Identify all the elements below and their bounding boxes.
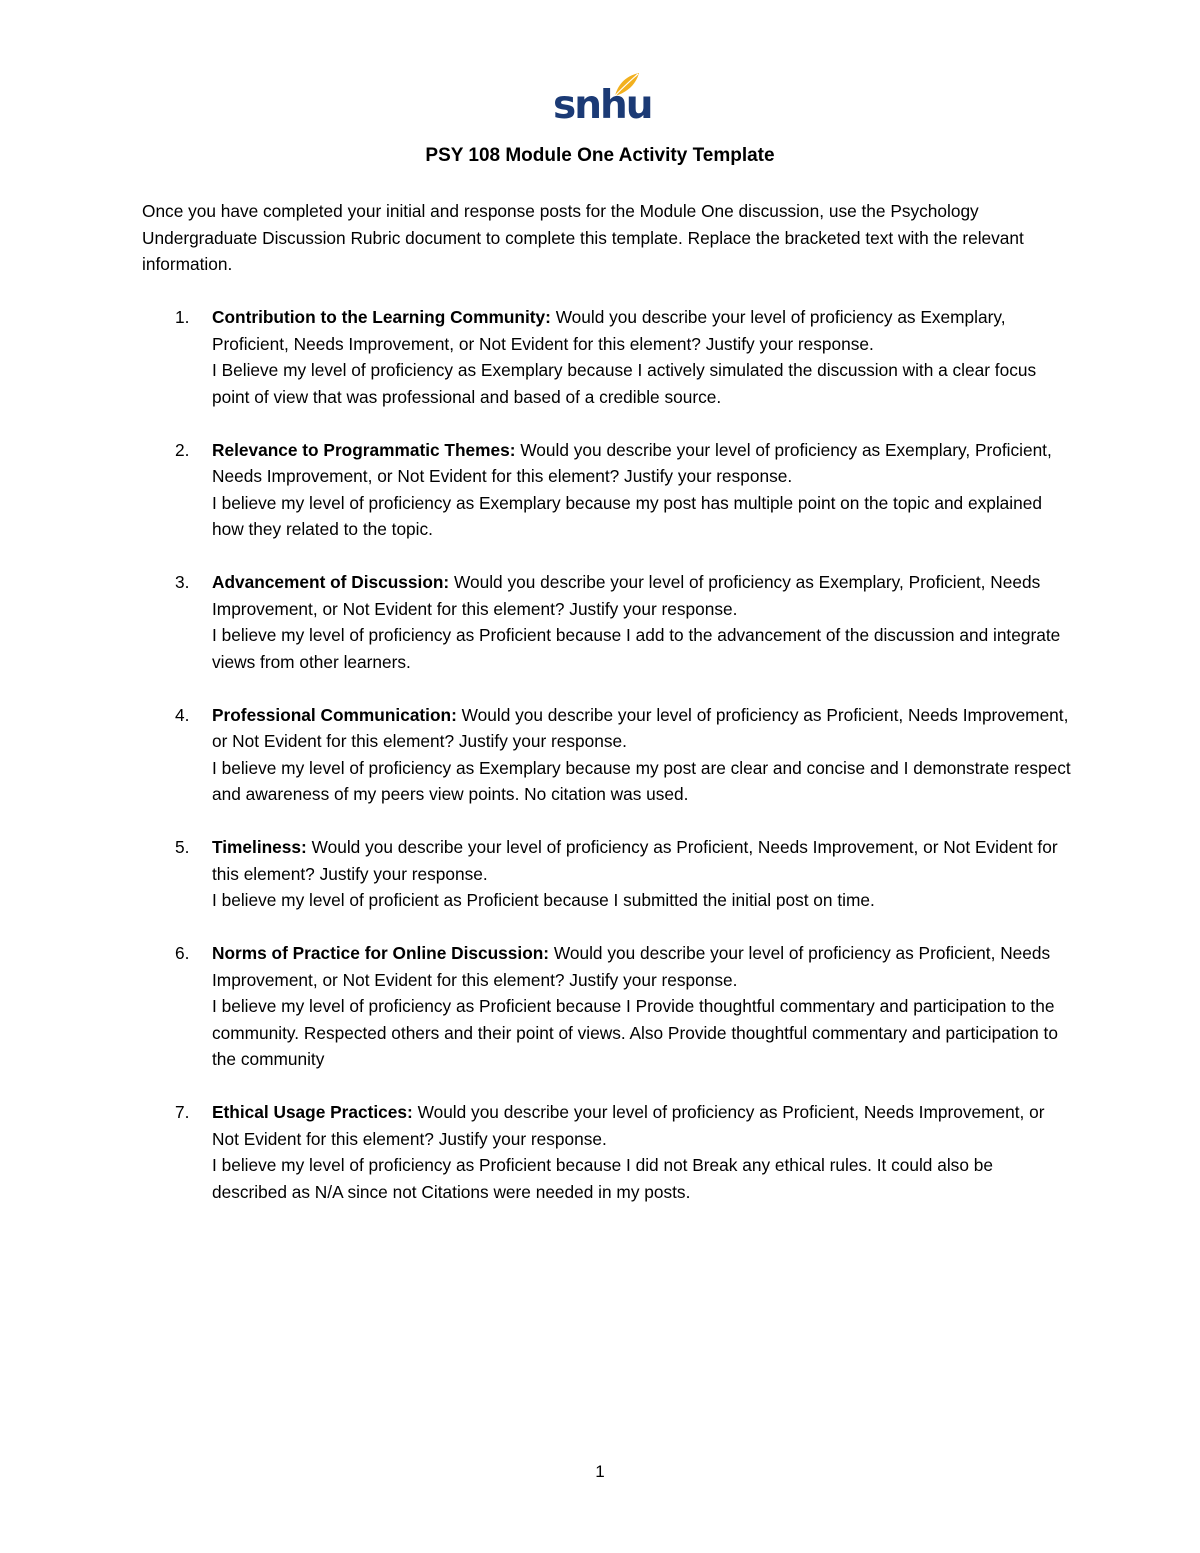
list-item bbox=[175, 569, 1072, 675]
intro-paragraph: Once you have completed your initial and response posts for the Module One discussion, use the Psychology Undergraduate Discussion Rubric document to complete this template. Replace the bracketed text with the relevant information. bbox=[142, 201, 1024, 274]
item-question: Would you describe your level of proficiency as Exemplary, Proficient, Needs Improvement, or Not Evident for this element? Justify your response. bbox=[212, 572, 1041, 619]
item-label: Advancement of Discussion: bbox=[212, 572, 450, 592]
item-number: 7. bbox=[175, 1102, 190, 1122]
item-answer: I believe my level of proficiency as Exemplary because my post has multiple point on the topic and explained how they related to the topic. bbox=[212, 492, 1042, 539]
item-question: Would you describe your level of proficiency as Proficient, Needs Improvement, or Not Evident for this element? Justify your response. bbox=[212, 837, 1058, 884]
item-number: 2. bbox=[175, 439, 190, 460]
item-answer: I believe my level of proficiency as Proficient because I add to the advancement of the discussion and integrate views from other learners. bbox=[212, 625, 1061, 672]
item-question: Would you describe your level of proficiency as Exemplary, Proficient, Needs Improvement, or Not Evident for this element? Justify your response. bbox=[212, 307, 1006, 354]
item-number: 3. bbox=[175, 572, 190, 592]
item-answer: I believe my level of proficiency as Proficient because I did not Break any ethical rules. It could also be described as N/A since not Citations were needed in my posts. bbox=[212, 1155, 993, 1202]
page-number: 1 bbox=[595, 1462, 605, 1481]
list-item bbox=[175, 1099, 1072, 1205]
item-number: 6. bbox=[175, 943, 190, 963]
rubric-list bbox=[0, 304, 1200, 1232]
list-item bbox=[175, 304, 1072, 410]
item-question: Would you describe your level of proficiency as Exemplary, Proficient, Needs Improvement, or Not Evident for this element? Justify your response. bbox=[212, 439, 1052, 486]
item-number: 4. bbox=[175, 704, 190, 725]
item-answer: I believe my level of proficiency as Proficient because I Provide thoughtful commentary and participation to the community. Respected others and their point of views. Also Provide thoughtful commentary and participation to the community bbox=[212, 996, 1058, 1069]
snhu-logo bbox=[553, 72, 652, 134]
item-label: Ethical Usage Practices: bbox=[212, 1102, 413, 1122]
page-title: PSY 108 Module One Activity Template bbox=[425, 145, 775, 166]
list-item bbox=[175, 834, 1072, 914]
item-answer: I believe my level of proficient as Proficient because I submitted the initial post on time. bbox=[212, 890, 875, 910]
list-item bbox=[175, 437, 1072, 543]
list-item bbox=[175, 702, 1072, 808]
item-answer: I Believe my level of proficiency as Exemplary because I actively simulated the discussion with a clear focus point of view that was professional and based of a credible source. bbox=[212, 360, 1037, 407]
item-label: Norms of Practice for Online Discussion: bbox=[212, 943, 550, 963]
item-label: Relevance to Programmatic Themes: bbox=[212, 439, 516, 460]
item-number: 1. bbox=[175, 307, 190, 327]
item-question: Would you describe your level of proficiency as Proficient, Needs Improvement, or Not Evident for this element? Justify your response. bbox=[212, 943, 1051, 990]
item-number: 5. bbox=[175, 837, 190, 857]
logo-wordmark: snhu bbox=[553, 83, 652, 128]
item-question: Would you describe your level of proficiency as Proficient, Needs Improvement, or Not Evident for this element? Justify your response. bbox=[212, 704, 1069, 751]
item-answer: I believe my level of proficiency as Exemplary because my post are clear and concise and I demonstrate respect and awareness of my peers view points. No citation was used. bbox=[212, 757, 1071, 804]
item-label: Timeliness: bbox=[212, 837, 307, 857]
item-label: Professional Communication: bbox=[212, 704, 457, 725]
item-label: Contribution to the Learning Community: bbox=[212, 307, 551, 327]
item-question: Would you describe your level of proficiency as Proficient, Needs Improvement, or Not Evident for this element? Justify your response. bbox=[212, 1102, 1045, 1149]
list-item bbox=[175, 940, 1072, 1073]
